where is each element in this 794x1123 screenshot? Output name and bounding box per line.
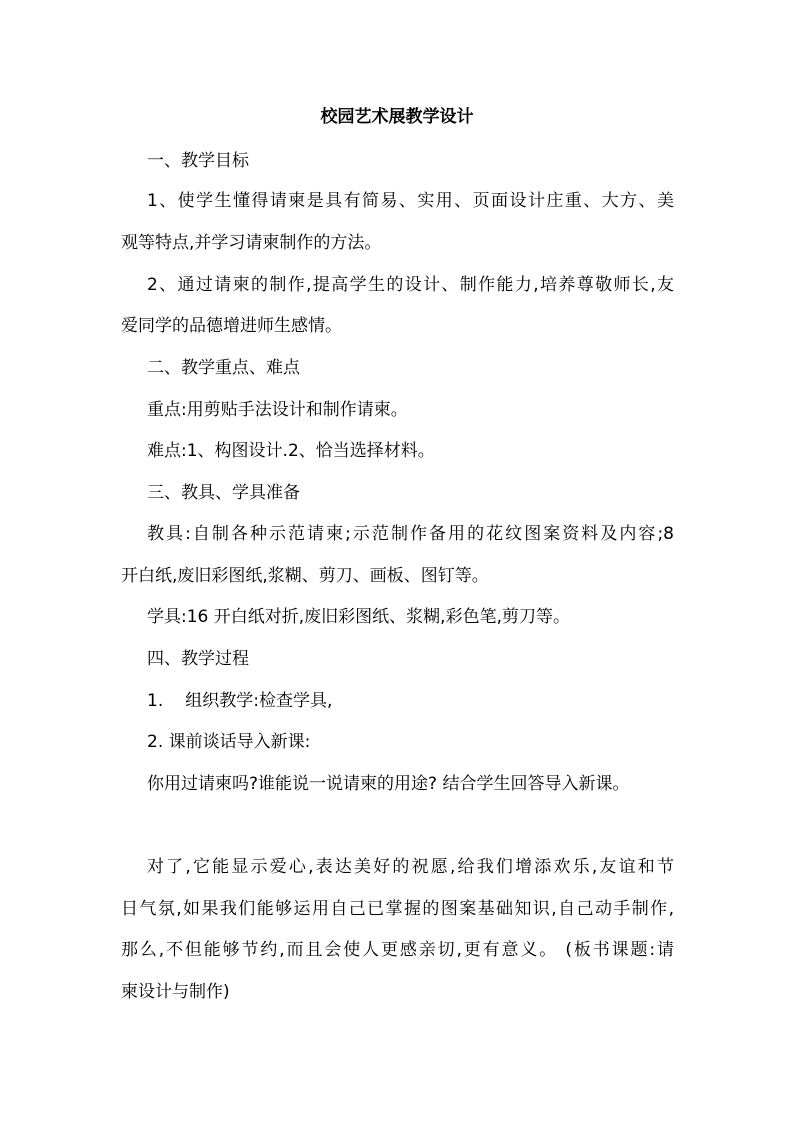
process-paragraph-line-2: 日气氛,如果我们能够运用自己已掌握的图案基础知识,自己动手制作, [121, 899, 674, 919]
key-points-heading: 二、教学重点、难点 [147, 358, 300, 378]
key-point-difficulty: 难点:1、构图设计.2、恰当选择材料。 [147, 441, 435, 461]
process-step-1 [147, 690, 332, 712]
process-step-1-text: 组织教学:检查学具, [185, 691, 333, 711]
process-paragraph-line-4: 柬设计与制作) [121, 982, 230, 1002]
process-step-2: 2. 课前谈话导入新课: [147, 732, 311, 752]
materials-teacher-line-2: 开白纸,废旧彩图纸,浆糊、剪刀、画板、图钉等。 [121, 566, 489, 586]
process-paragraph-line-1: 对了,它能显示爱心,表达美好的祝愿,给我们增添欢乐,友谊和节 [147, 857, 674, 877]
objective-item-1-line-1: 1、使学生懂得请柬是具有简易、实用、页面设计庄重、大方、美 [147, 191, 674, 211]
objective-item-1-line-2: 观等特点,并学习请柬制作的方法。 [121, 233, 382, 253]
materials-heading: 三、教具、学具准备 [147, 483, 300, 503]
process-paragraph-line-3: 那么,不但能够节约,而且会使人更感亲切,更有意义。 (板书课题:请 [121, 940, 674, 960]
key-point-focus: 重点:用剪贴手法设计和制作请柬。 [147, 400, 408, 420]
process-question: 你用过请柬吗?谁能说一说请柬的用途? 结合学生回答导入新课。 [147, 774, 630, 794]
process-step-1-number: 1. [147, 691, 164, 711]
document-title: 校园艺术展教学设计 [320, 107, 474, 127]
objectives-heading: 一、教学目标 [147, 151, 249, 171]
objective-item-2-line-2: 爱同学的品德增进师生感情。 [121, 316, 342, 336]
objective-item-2-line-1: 2、通过请柬的制作,提高学生的设计、制作能力,培养尊敬师长,友 [147, 275, 674, 295]
process-heading: 四、教学过程 [147, 649, 249, 669]
materials-teacher-line-1: 教具:自制各种示范请柬;示范制作备用的花纹图案资料及内容;8 [147, 524, 674, 544]
materials-student: 学具:16 开白纸对折,废旧彩图纸、浆糊,彩色笔,剪刀等。 [147, 607, 570, 627]
